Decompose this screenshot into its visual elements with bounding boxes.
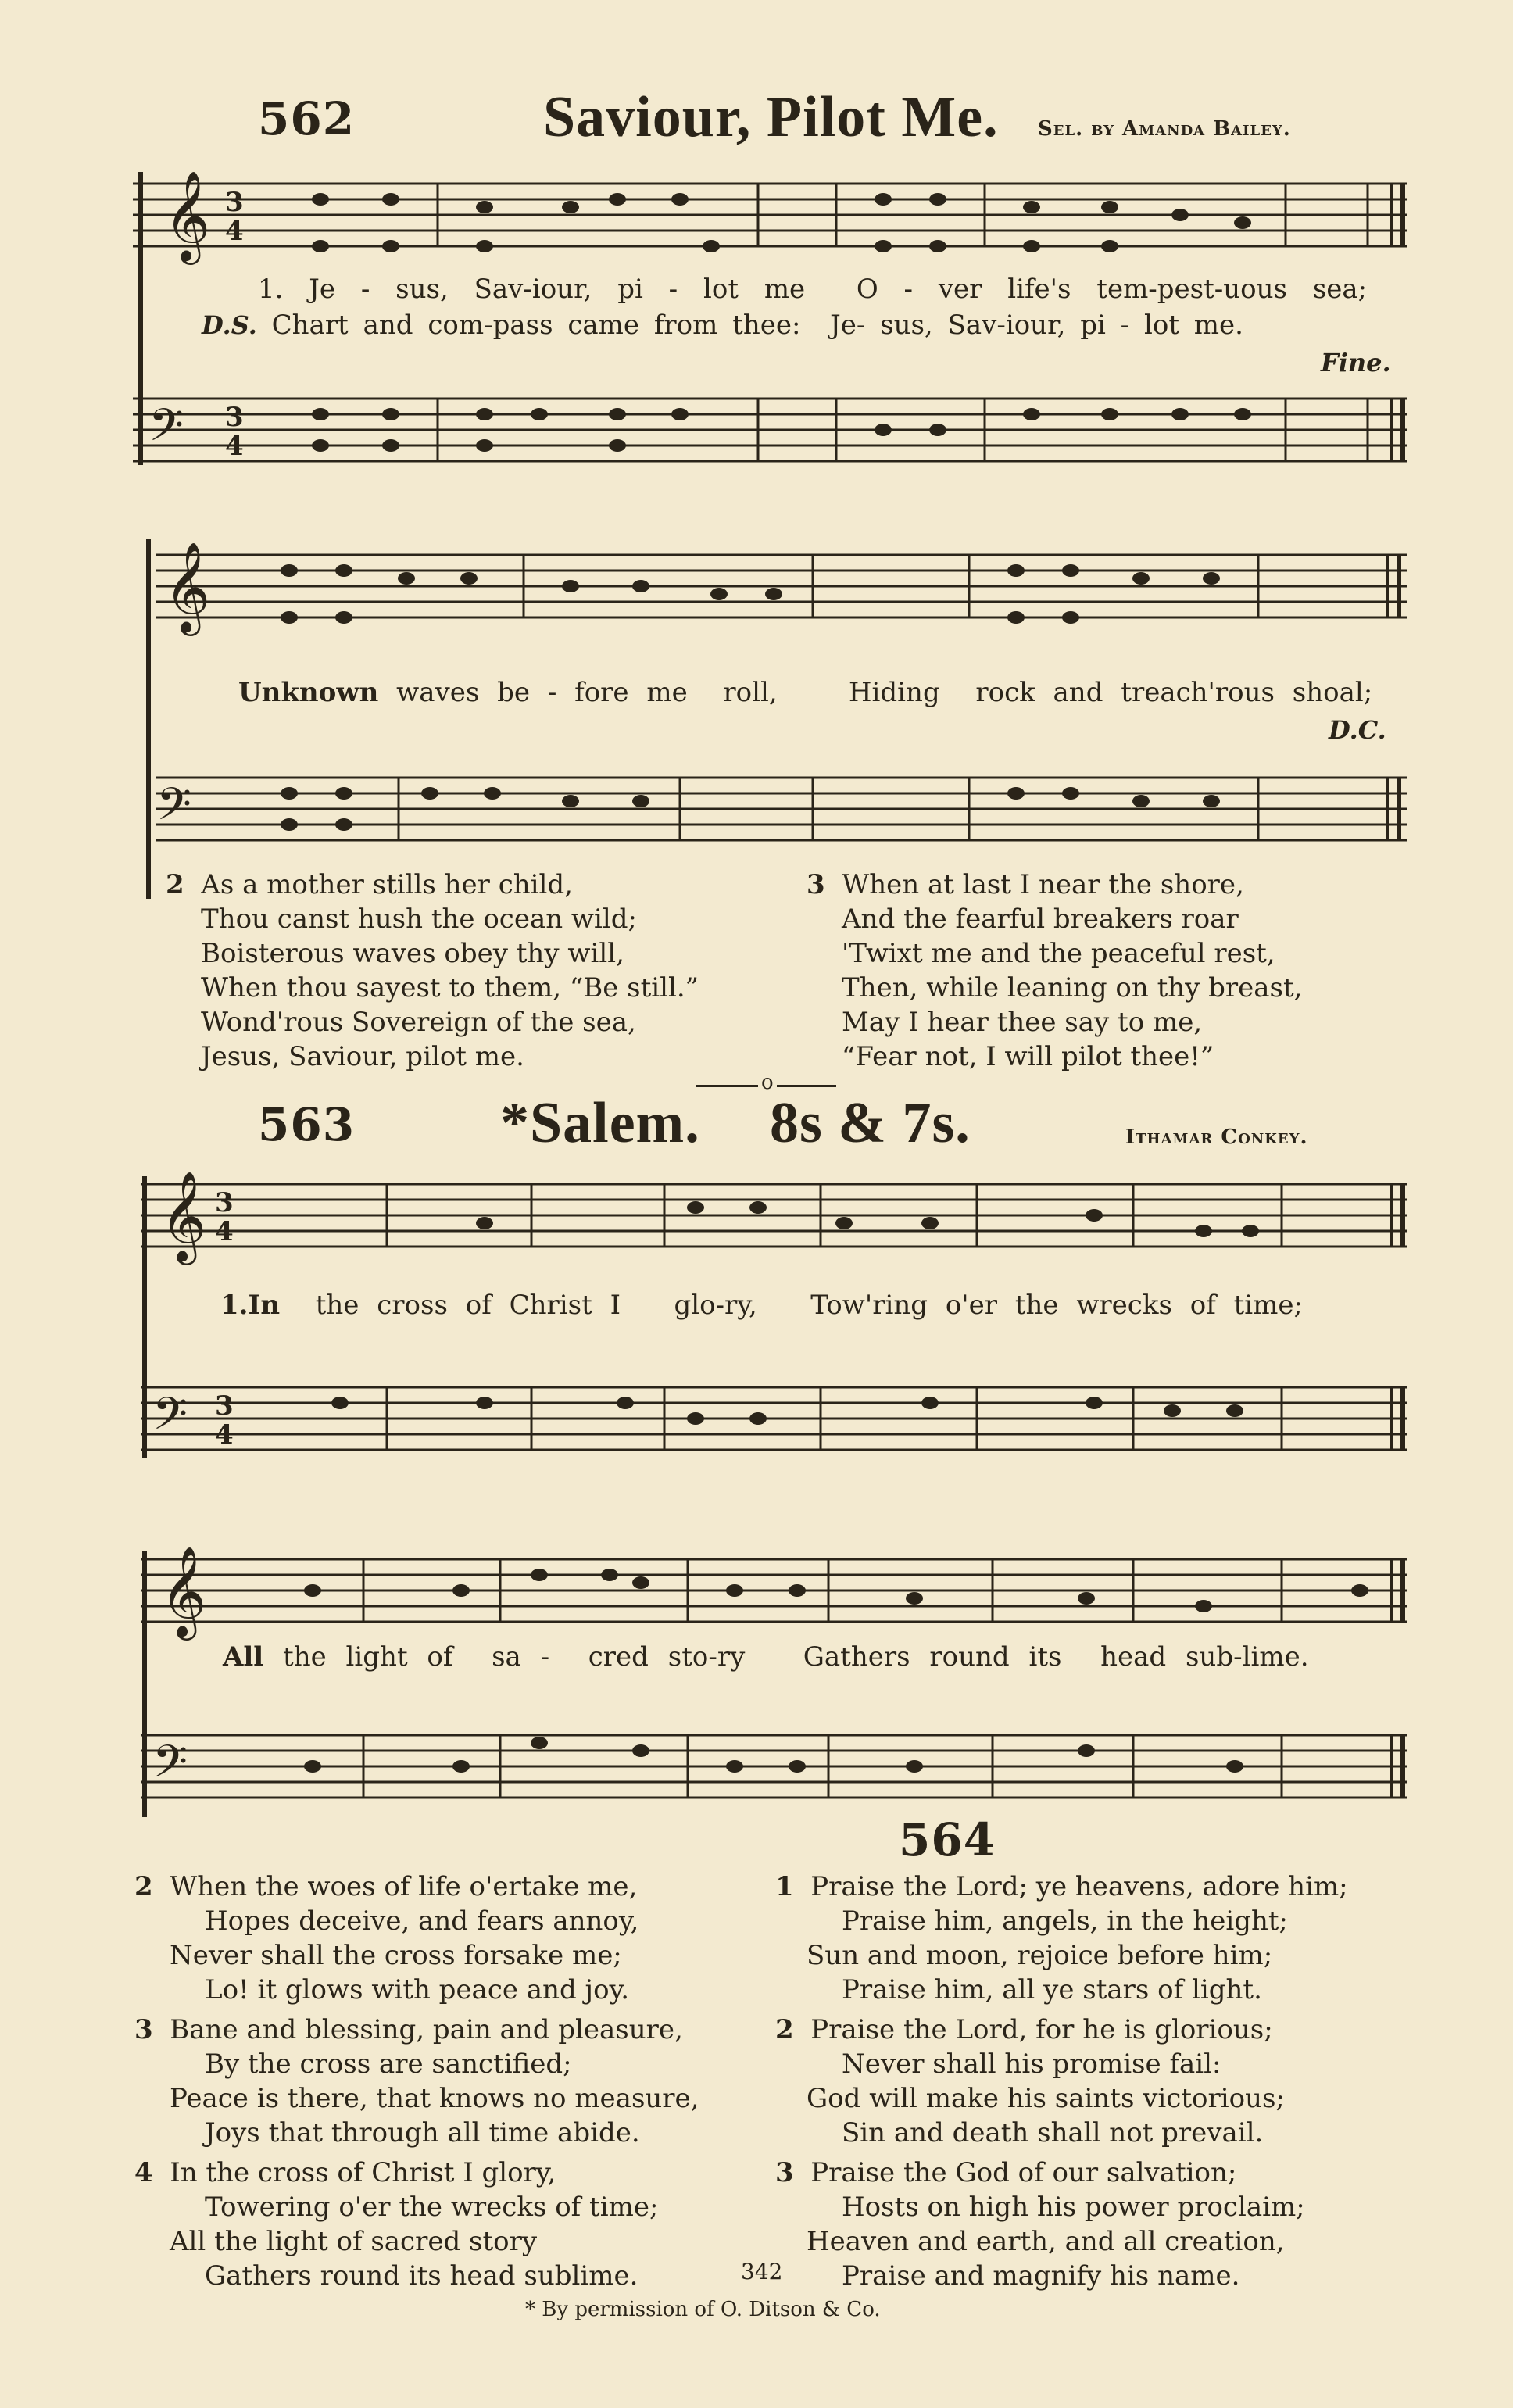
svg-text:𝄢: 𝄢 bbox=[152, 1387, 188, 1451]
svg-text:3: 3 bbox=[215, 1187, 234, 1218]
bass-staff-563-b bbox=[141, 1719, 1415, 1813]
svg-text:3: 3 bbox=[225, 187, 244, 218]
treble-staff-563-b bbox=[141, 1545, 1415, 1645]
svg-text:4: 4 bbox=[225, 216, 244, 247]
verse-563-4: 4 In the cross of Christ I glory, Towering o'er the wrecks of time; All the light of sacred story Gathers round its head sublime. bbox=[134, 2157, 659, 2292]
hymn-credit-563: Ithamar Conkey. bbox=[1125, 1125, 1308, 1149]
verse-564-3: 3 Praise the God of our salvation; Hosts on high his power proclaim; Heaven and earth, and all creation, Praise and magnify his name. bbox=[775, 2157, 1305, 2292]
treble-staff-562-a bbox=[133, 170, 1415, 277]
svg-text:𝄞: 𝄞 bbox=[160, 1170, 207, 1261]
verse-562-2: 2 As a mother stills her child, Thou canst hush the ocean wild; Boisterous waves obey thy will, When thou sayest to them, “Be still.” Wond'rous Sovereign of the sea, Jesus, Saviour, pilot me. bbox=[166, 869, 699, 1072]
hymn-title-563: *Salem. bbox=[500, 1091, 700, 1155]
lyrics-563-line1: 1.In the cross of Christ I glo-ry, Tow'ring o'er the wrecks of time; bbox=[220, 1290, 1303, 1321]
svg-text:𝄞: 𝄞 bbox=[160, 1545, 207, 1637]
svg-text:𝄢: 𝄢 bbox=[156, 778, 192, 842]
svg-text:4: 4 bbox=[215, 1216, 234, 1247]
svg-text:𝄞: 𝄞 bbox=[164, 541, 211, 632]
hymn-number-564: 564 bbox=[899, 1813, 996, 1866]
svg-text:𝄞: 𝄞 bbox=[164, 170, 211, 261]
separator-mark: o bbox=[758, 1071, 777, 1094]
svg-text:3: 3 bbox=[225, 402, 244, 433]
treble-staff-562-b bbox=[133, 539, 1415, 641]
lyrics-563-line2: All the light of sa - cred sto-ry Gathers round its head sub-lime. bbox=[223, 1641, 1309, 1673]
footnote: * By permission of O. Ditson & Co. bbox=[525, 2298, 881, 2321]
hymn-number-563: 563 bbox=[258, 1098, 356, 1151]
bass-staff-562-b bbox=[133, 762, 1415, 856]
hymn-credit-562: Sel. by Amanda Bailey. bbox=[1038, 117, 1291, 141]
verse-564-2: 2 Praise the Lord, for he is glorious; Never shall his promise fail: God will make his saints victorious; Sin and death shall not prevail. bbox=[775, 2014, 1285, 2149]
lyrics-562-line1: 1. Je - sus, Sav-iour, pi - lot me O - ver life's tem-pest-uous sea; bbox=[258, 274, 1368, 305]
verse-563-2: 2 When the woes of life o'ertake me, Hopes deceive, and fears annoy, Never shall the cross forsake me; Lo! it glows with peace and joy. bbox=[134, 1871, 639, 2005]
lyrics-562-line2: D.S. Chart and com-pass came from thee: Je- sus, Sav-iour, pi - lot me. bbox=[202, 309, 1243, 341]
svg-text:𝄢: 𝄢 bbox=[152, 1735, 188, 1799]
hymn-meter-563: 8s & 7s. bbox=[770, 1091, 971, 1155]
svg-text:4: 4 bbox=[225, 431, 244, 462]
treble-staff-563-a bbox=[141, 1170, 1415, 1270]
svg-text:4: 4 bbox=[215, 1419, 234, 1451]
verse-563-3: 3 Bane and blessing, pain and pleasure, By the cross are sanctified; Peace is there, that knows no measure, Joys that through all time abide. bbox=[134, 2014, 699, 2149]
bass-staff-563-a bbox=[141, 1372, 1415, 1465]
verse-562-3: 3 When at last I near the shore, And the fearful breakers roar 'Twixt me and the peaceful rest, Then, while leaning on thy breast, May I hear thee say to me, “Fear not, I will pilot thee!” bbox=[807, 869, 1303, 1072]
page-number: 342 bbox=[741, 2259, 783, 2285]
hymn-title-562: Saviour, Pilot Me. bbox=[543, 85, 999, 149]
fine-marking: Fine. bbox=[1321, 348, 1391, 377]
dc-marking: D.C. bbox=[1329, 715, 1386, 745]
ds-marking: D.S. bbox=[202, 310, 257, 340]
bass-staff-562-a bbox=[133, 383, 1415, 485]
svg-text:3: 3 bbox=[215, 1390, 234, 1422]
verse-564-1: 1 Praise the Lord; ye heavens, adore him; Praise him, angels, in the height; Sun and moon, rejoice before him; Praise him, all ye stars of light. bbox=[775, 1871, 1348, 2005]
hymn-number-562: 562 bbox=[258, 92, 356, 145]
lyrics-562-line3: Unknown waves be - fore me roll, Hiding rock and treach'rous shoal; bbox=[238, 677, 1373, 708]
svg-text:𝄢: 𝄢 bbox=[148, 399, 184, 463]
